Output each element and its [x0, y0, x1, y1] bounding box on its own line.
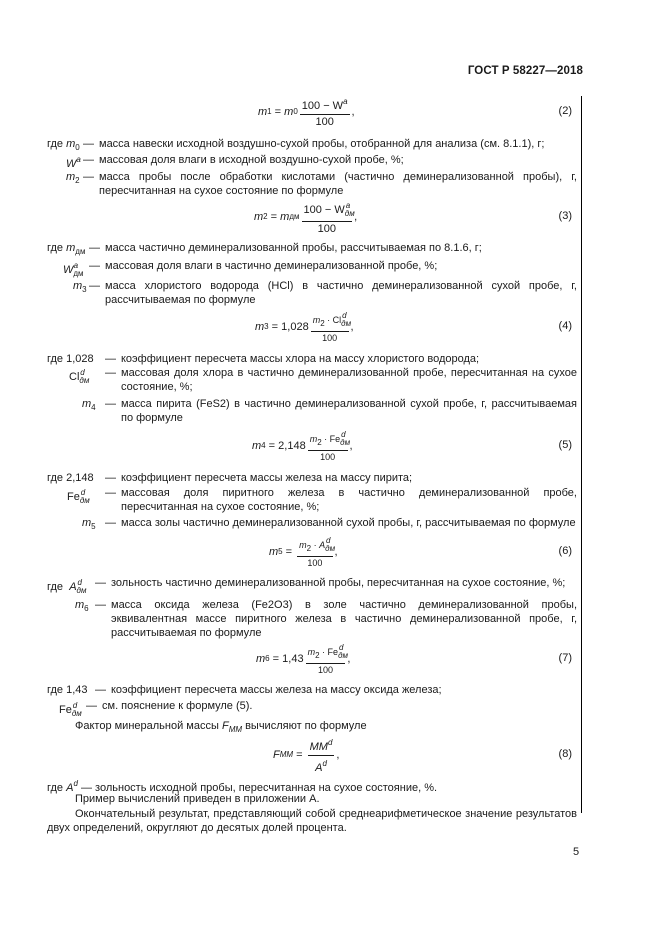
equation-number: (2) [558, 105, 572, 117]
equation-number: (8) [558, 748, 572, 760]
result-paragraph: Окончательный результат, представляющий собой среднеарифметическое значение результатов двух определений, округляют до десятых долей процента. [47, 808, 577, 834]
definition-ad: где $A^d$ — зольность исходной пробы, пересчитанная на сухое состояние, %. [47, 779, 438, 794]
equation-number: (4) [558, 320, 572, 332]
page-number: 5 [573, 846, 580, 858]
equation-number: (5) [558, 439, 572, 451]
equation-5: m 4 = 2,148 $\frac{\text{m2 · Feдмd}}{100}$ , (5) [252, 430, 572, 462]
equation-number: (6) [558, 545, 572, 557]
equation-6: m 5 = $\frac{\text{m2 · Aдмd}}{100}$ , (6) [269, 536, 572, 568]
equation-3: m 2 = m дм $\frac{100 - W_{дм}^a}{100}$ , (3) [254, 200, 572, 235]
factor-paragraph: Фактор минеральной массы $F_{MM}$ вычисляют по формуле [75, 720, 367, 734]
document-code: ГОСТ Р 58227—2018 [467, 65, 583, 77]
equation-7: m 6 = 1,43 $\frac{\text{m2 · Feдмd}}{100}$ , (7) [256, 643, 572, 675]
equation-2: m 1 = m 0 $\frac{100 - W^a}{100}$ , (2) [258, 97, 572, 128]
example-note: Пример вычислений приведен в приложении А. [75, 793, 320, 805]
equation-number: (3) [558, 210, 572, 222]
equation-8: F MM = $\frac{MM^d}{A^d}$ , (8) [273, 737, 572, 774]
equation-number: (7) [558, 652, 572, 664]
equation-4: m 3 = 1,028 $\frac{\text{m2 · Clдмd}}{100}$ , (4) [255, 311, 572, 343]
